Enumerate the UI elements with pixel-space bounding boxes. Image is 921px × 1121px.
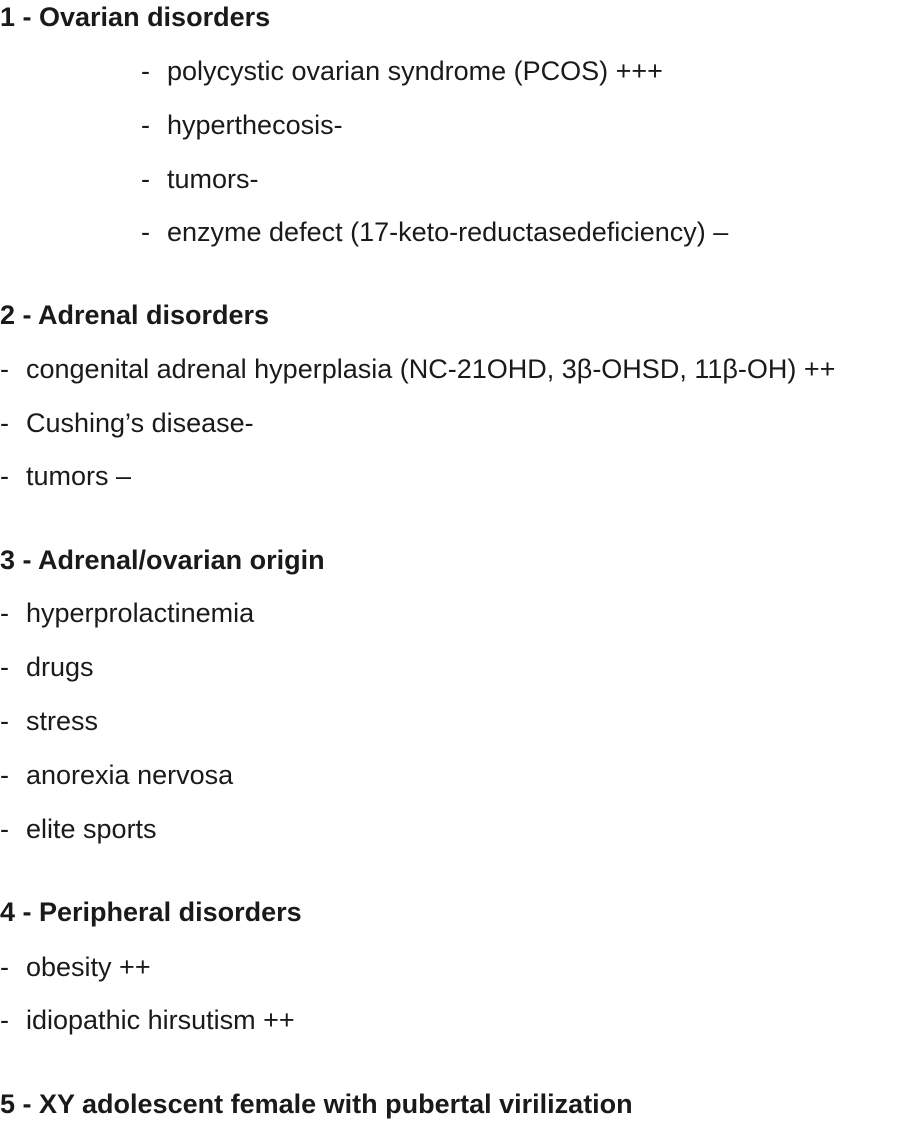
bullet-dash: - (141, 110, 150, 140)
bullet-dash: - (0, 408, 9, 438)
bullet-dash: - (0, 814, 9, 844)
list-item-text: stress (26, 706, 99, 736)
list-item-text: anorexia nervosa (26, 760, 234, 790)
list-item (0, 650, 94, 684)
bullet-dash: - (0, 706, 9, 736)
list-item (0, 950, 151, 984)
bullet-dash: - (0, 598, 9, 628)
list-item (0, 406, 254, 440)
list-item (0, 352, 835, 386)
list-item-text: hyperprolactinemia (26, 598, 255, 628)
list-item-text: tumors – (26, 461, 132, 491)
list-item-text: enzyme defect (17-keto-reductasedeficiency) – (167, 217, 729, 247)
list-item (0, 704, 98, 738)
list-item (0, 459, 131, 493)
bullet-dash: - (141, 164, 150, 194)
list-item (0, 596, 254, 630)
bullet-dash: - (0, 952, 9, 982)
section-heading-adrenal: 2 - Adrenal disorders (0, 300, 270, 330)
list-item-text: idiopathic hirsutism ++ (26, 1005, 295, 1035)
list-item-text: polycystic ovarian syndrome (PCOS) +++ (167, 56, 663, 86)
list-item (141, 108, 343, 142)
bullet-dash: - (0, 760, 9, 790)
bullet-dash: - (0, 652, 9, 682)
list-item (0, 1003, 295, 1037)
bullet-dash: - (0, 354, 9, 384)
list-item-text: tumors- (167, 164, 259, 194)
list-item (141, 162, 259, 196)
list-item (141, 215, 728, 249)
list-item (141, 54, 663, 88)
section-heading-ovarian: 1 - Ovarian disorders (0, 2, 271, 32)
bullet-dash: - (0, 1005, 9, 1035)
section-heading-xy-adolescent: 5 - XY adolescent female with pubertal virilization (0, 1089, 633, 1119)
list-item-text: Cushing’s disease- (26, 408, 254, 438)
list-item-text: obesity ++ (26, 952, 151, 982)
list-item-text: elite sports (26, 814, 157, 844)
list-item-text: hyperthecosis- (167, 110, 343, 140)
list-item-text: congenital adrenal hyperplasia (NC-21OHD, 3β-OHSD, 11β-OH) ++ (26, 354, 836, 384)
section-heading-peripheral: 4 - Peripheral disorders (0, 897, 302, 927)
list-item-text: drugs (26, 652, 94, 682)
section-heading-adrenal-ovarian: 3 - Adrenal/ovarian origin (0, 545, 325, 575)
bullet-dash: - (141, 56, 150, 86)
list-item (0, 812, 157, 846)
bullet-dash: - (0, 461, 9, 491)
list-item (0, 758, 233, 792)
bullet-dash: - (141, 217, 150, 247)
